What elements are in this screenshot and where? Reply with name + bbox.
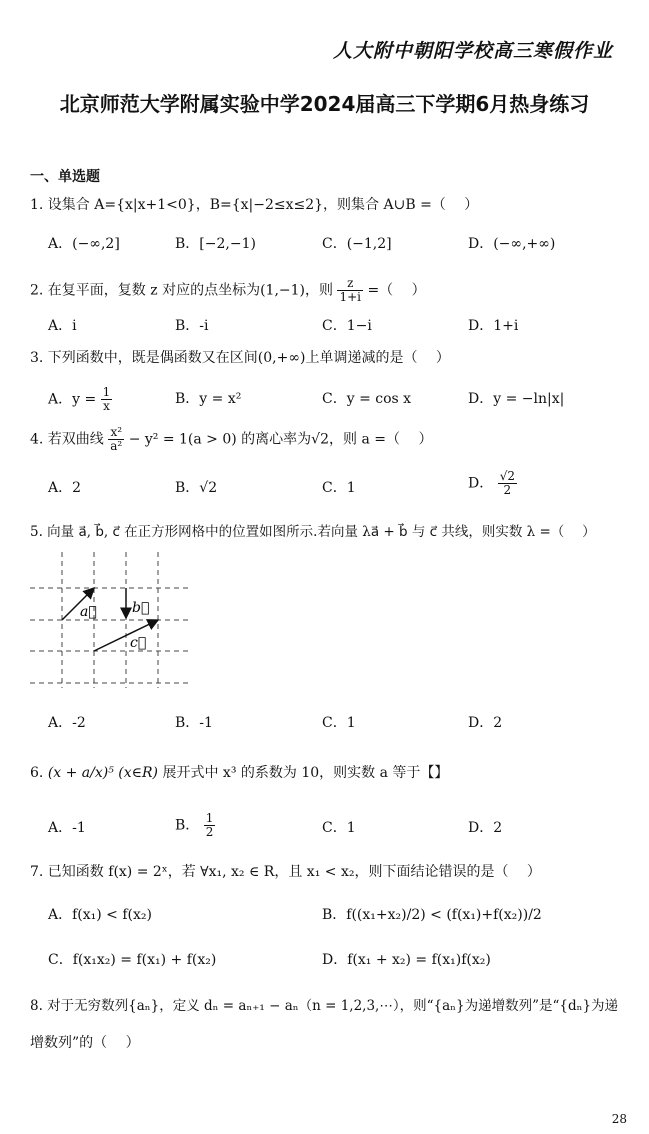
q4-option-d (468, 470, 517, 497)
q2-frac-den: 1+i (339, 290, 361, 304)
q5-option-c: C．1 (322, 715, 356, 731)
q6-option-b-text: B． (175, 817, 200, 834)
q2-option-c: C．1−i (322, 318, 372, 334)
vector-grid-svg (30, 552, 190, 688)
q7-option-a: A．f(x₁) < f(x₂) (48, 907, 152, 923)
q1-option-d: D．(−∞,+∞) (468, 236, 556, 252)
q5-option-b: B．-1 (175, 715, 213, 731)
q7-option-c: C．f(x₁x₂) = f(x₁) + f(x₂) (48, 952, 217, 968)
question-3-stem: 3. 下列函数中，既是偶函数又在区间(0,+∞)上单调递减的是（ ） (30, 350, 450, 366)
q4-stem-pre: 4. 若双曲线 (30, 431, 104, 448)
q2-stem-text: 2. 在复平面，复数 z 对应的点坐标为(1,−1)，则 (30, 282, 334, 299)
q4-optD-den: 2 (503, 483, 512, 497)
q4-option-d-text: D． (468, 475, 494, 492)
q1-option-a: A．(−∞,2] (48, 236, 120, 252)
q1-option-b: B．[−2,−1) (175, 236, 256, 252)
q2-option-a: A．i (48, 318, 77, 334)
q6-expression: (x + a/x)⁵ (x∈R) (47, 765, 159, 781)
q2-option-d: D．1+i (468, 318, 519, 334)
question-2-stem (30, 277, 426, 304)
q2-stem-tail: =（ ） (367, 282, 426, 299)
q4-option-a: A．2 (48, 480, 82, 496)
q6-stem-text: 展开式中 x³ 的系数为 10，则实数 a 等于【】 (162, 765, 449, 781)
q3-option-a-fraction (101, 386, 113, 413)
question-8-stem: 8. 对于无穷数列{aₙ}，定义 dₙ = aₙ₊₁ − aₙ（n = 1,2,3,⋯），则“{aₙ}为递增数列”是“{dₙ}为递 (30, 998, 619, 1014)
q3-optA-num: 1 (102, 385, 111, 399)
q7-option-d: D．f(x₁ + x₂) = f(x₁)f(x₂) (322, 952, 491, 968)
page-number: 28 (611, 1112, 627, 1126)
vector-c-label: c⃗ (130, 635, 147, 651)
q4-option-d-fraction (498, 470, 517, 497)
question-5-stem: 5. 向量 a⃗, b⃗, c⃗ 在正方形网格中的位置如图所示.若向量 λa⃗ + b⃗ 与 c⃗ 共线，则实数 λ =（ ） (30, 524, 596, 540)
vector-a-label: a⃗ (80, 604, 97, 620)
q3-optA-den: x (103, 399, 110, 413)
question-6-stem (30, 762, 448, 782)
section-heading: 一、单选题 (30, 169, 100, 185)
q4-fraction (108, 426, 124, 453)
q6-option-d: D．2 (468, 820, 503, 836)
handwritten-note: 人大附中朝阳学校高三寒假作业 (332, 40, 613, 62)
q6-option-b-fraction (204, 812, 216, 839)
q6-option-a: A．-1 (48, 820, 86, 836)
question-4-stem (30, 426, 432, 453)
q3-option-c: C．y = cos x (322, 391, 412, 407)
q6-option-c: C．1 (322, 820, 356, 836)
q6-option-b (175, 812, 215, 839)
q6-optB-den: 2 (205, 825, 214, 839)
q2-fraction (337, 277, 363, 304)
q2-option-b: B．-i (175, 318, 209, 334)
q2-frac-num: z (337, 277, 363, 291)
q3-option-a-text: A．y = (48, 391, 97, 408)
q3-option-d: D．y = −ln|x| (468, 391, 565, 407)
vector-b-label: b⃗ (132, 600, 150, 616)
question-8-stem-cont: 增数列”的（ ） (30, 1035, 140, 1051)
question-1-stem: 1. 设集合 A={x|x+1<0}，B={x|−2≤x≤2}，则集合 A∪B =（ ） (30, 197, 479, 213)
q4-frac-den: a² (110, 439, 123, 453)
q4-option-c: C．1 (322, 480, 356, 496)
q5-option-a: A．-2 (48, 715, 86, 731)
vector-grid-figure (30, 552, 190, 692)
q7-option-b: B．f((x₁+x₂)/2) < (f(x₁)+f(x₂))/2 (322, 907, 542, 923)
question-7-stem: 7. 已知函数 f(x) = 2ˣ，若 ∀x₁, x₂ ∈ R，且 x₁ < x₂，则下面结论错误的是（ ） (30, 864, 541, 880)
q6-optB-num: 1 (205, 811, 214, 825)
q6-number: 6. (30, 765, 44, 781)
q4-stem-tail: − y² = 1(a > 0) 的离心率为√2，则 a =（ ） (128, 431, 433, 448)
q4-optD-num: √2 (499, 469, 515, 483)
q3-option-b: B．y = x² (175, 391, 242, 407)
page-title: 北京师范大学附属实验中学2024届高三下学期6月热身练习 (59, 92, 590, 116)
q3-option-a (48, 386, 112, 413)
q5-option-d: D．2 (468, 715, 503, 731)
q4-frac-num: x² (108, 426, 124, 440)
q4-option-b: B．√2 (175, 480, 218, 496)
grid-lines (30, 552, 190, 688)
q1-option-c: C．(−1,2] (322, 236, 392, 252)
